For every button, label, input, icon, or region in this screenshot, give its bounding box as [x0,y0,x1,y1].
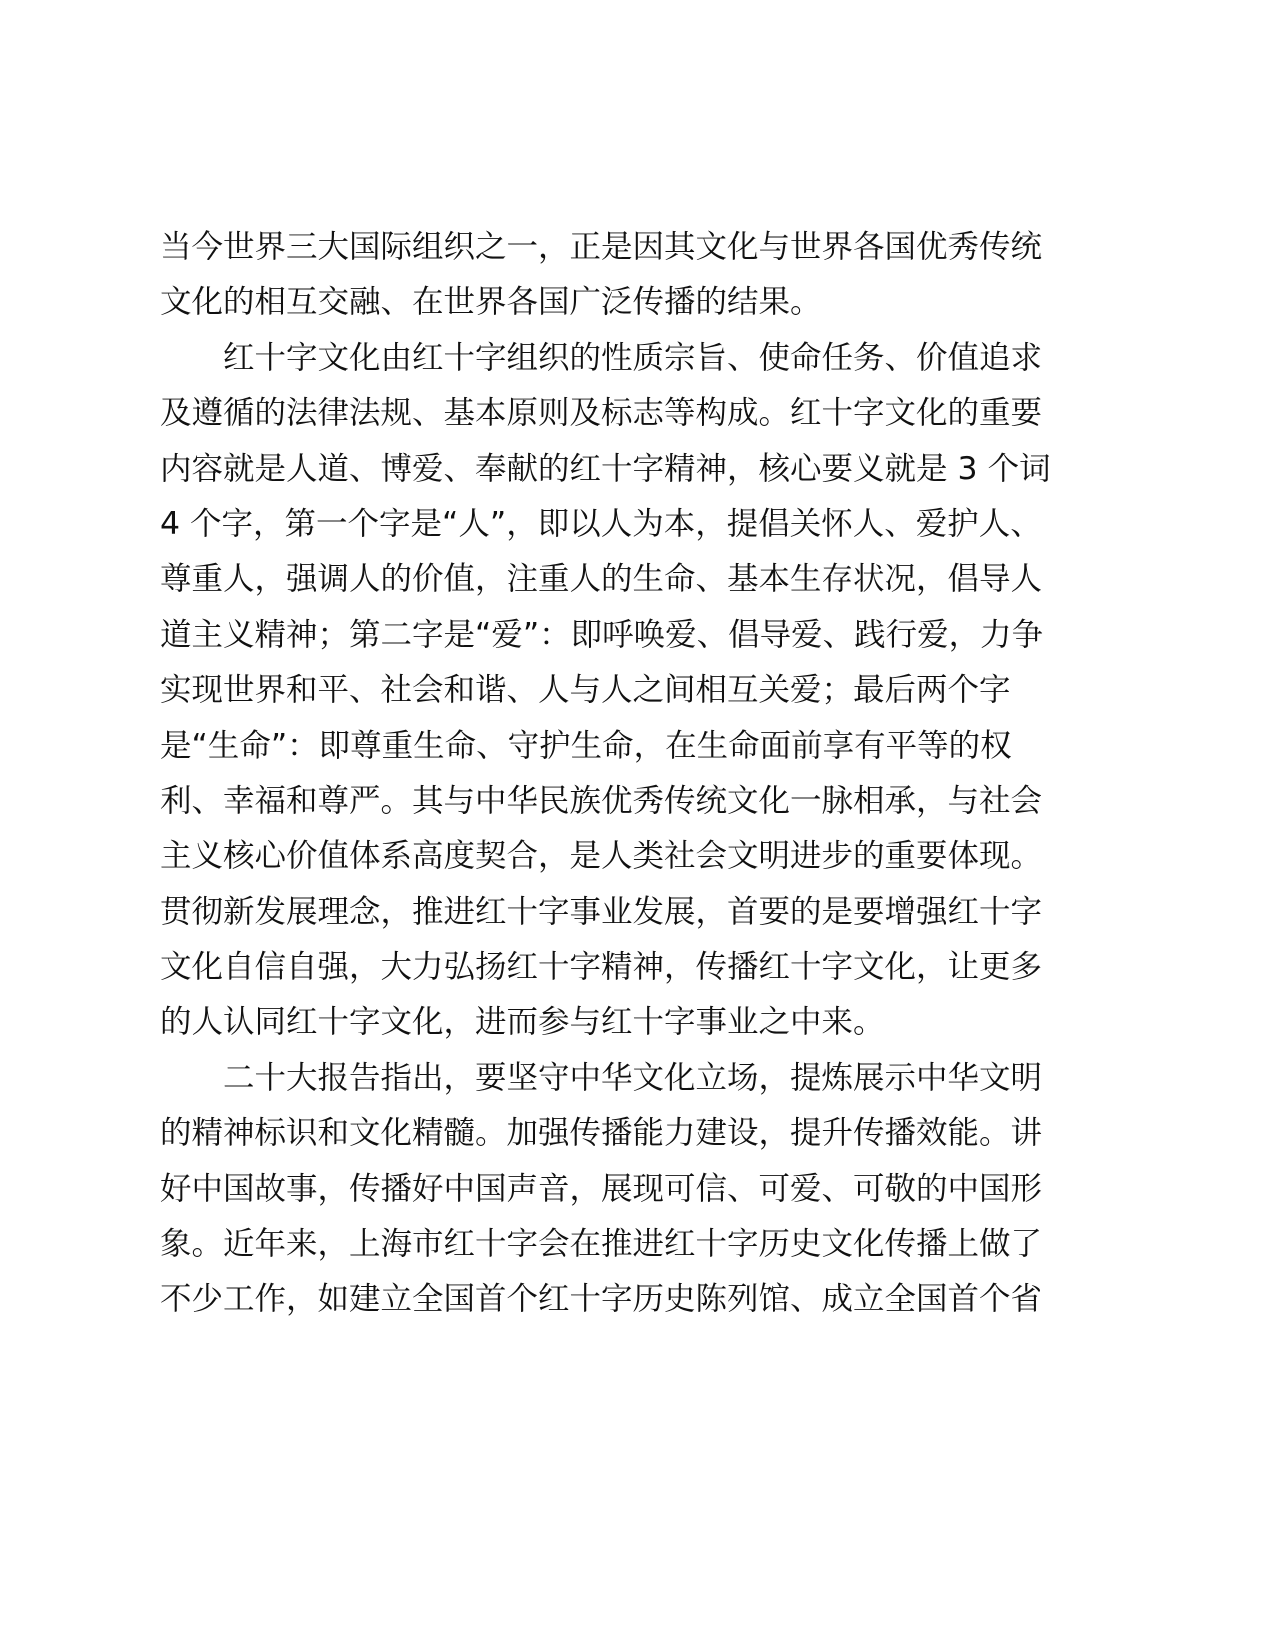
text-line: 红十字文化由红十字组织的性质宗旨、使命任务、价值追求 [223,339,1043,376]
text-line: 当今世界三大国际组织之一，正是因其文化与世界各国优秀传统 [160,229,1043,265]
body-text [160,220,1055,1328]
text-line: 及遵循的法律法规、基本原则及标志等构成。红十字文化的重要 [160,395,1043,432]
text-line: 4 个字，第一个字是“人”，即以人为本，提倡关怀人、爱护人、 [160,505,1042,542]
text-line: 贯彻新发展理念，推进红十字事业发展，首要的是要增强红十字 [160,893,1043,930]
text-line: 利、幸福和尊严。其与中华民族优秀传统文化一脉相承，与社会 [160,782,1043,819]
text-line: 不少工作，如建立全国首个红十字历史陈列馆、成立全国首个省 [160,1281,1043,1318]
text-line: 内容就是人道、博爱、奉献的红十字精神，核心要义就是 3 个词 [160,450,1051,487]
text-line: 好中国故事，传播好中国声音，展现可信、可爱、可敬的中国形 [160,1170,1043,1207]
text-line: 尊重人，强调人的价值，注重人的生命、基本生存状况，倡导人 [160,561,1043,598]
text-line: 二十大报告指出，要坚守中华文化立场，提炼展示中华文明 [223,1059,1043,1096]
text-line: 的人认同红十字文化，进而参与红十字事业之中来。 [160,1004,885,1041]
text-line: 文化自信自强，大力弘扬红十字精神，传播红十字文化，让更多 [160,949,1043,986]
paragraph-1 [160,220,1055,331]
text-line: 文化的相互交融、在世界各国广泛传播的结果。 [160,284,822,321]
text-line: 象。近年来，上海市红十字会在推进红十字历史文化传播上做了 [160,1226,1043,1263]
text-line: 道主义精神；第二字是“爱”：即呼唤爱、倡导爱、践行爱，力争 [160,616,1044,653]
text-line: 主义核心价值体系高度契合，是人类社会文明进步的重要体现。 [160,838,1043,875]
text-line: 实现世界和平、社会和谐、人与人之间相互关爱；最后两个字 [160,672,1011,709]
text-line: 的精神标识和文化精髓。加强传播能力建设，提升传播效能。讲 [160,1115,1043,1152]
text-line: 是“生命”：即尊重生命、守护生命，在生命面前享有平等的权 [160,727,1012,764]
paragraph-3 [160,1051,1055,1328]
paragraph-2 [160,331,1055,1051]
